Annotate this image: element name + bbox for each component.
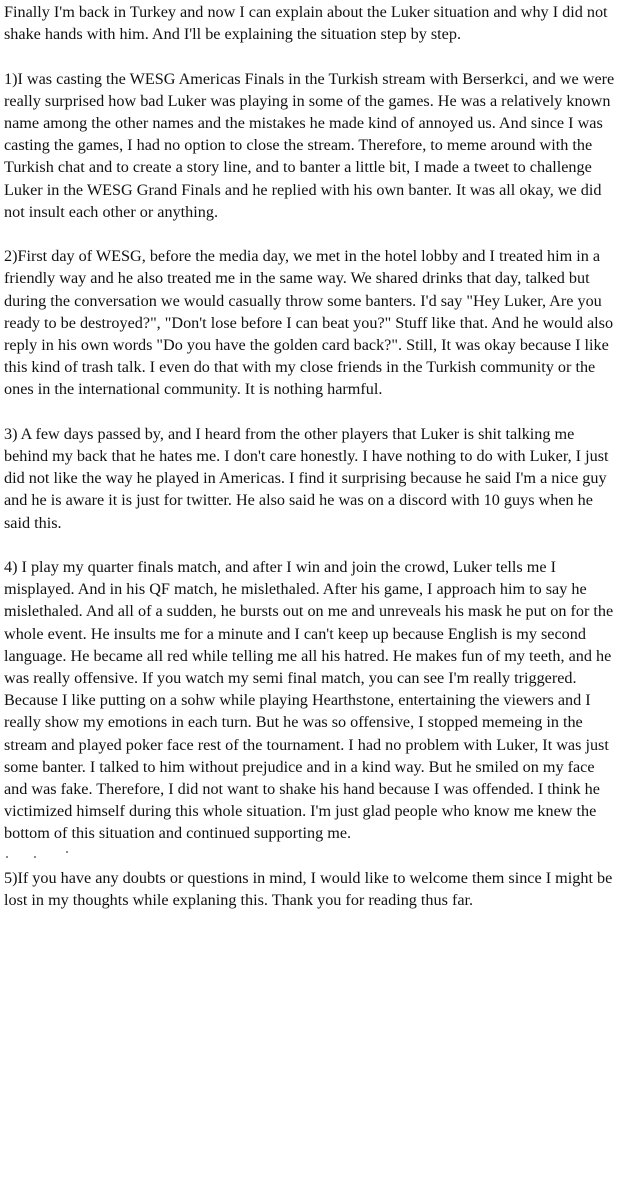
point-2-paragraph: 2)First day of WESG, before the media day, we met in the hotel lobby and I treated him in a friendly way and he also treated me in the same way. We shared drinks that day, talked but during the conversation we would casually throw some banters. I'd say "Hey Luker, Are you ready to be destroyed?", "Don't lose before I can beat you?" Stuff like that. And he would also reply in his own words "Do you have the golden card back?". Still, It was okay because I like this kind of trash talk. I even do that with my close friends in the Turkish community or the ones in the international community. It is nothing harmful.: [4, 247, 614, 399]
intro-paragraph: Finally I'm back in Turkey and now I can explain about the Luker situation and why I did not shake hands with him. And I'll be explaining the situation step by step.: [4, 3, 608, 44]
stray-dot: [34, 856, 36, 858]
point-3-paragraph: 3) A few days passed by, and I heard from the other players that Luker is shit talking me behind my back that he hates me. I don't care honestly. I have nothing to do with Luker, I just did not like the way he played in Americas. I find it surprising because he said I'm a nice guy and he is aware it is just for twitter. He also said he was on a discord with 10 guys when he said this.: [4, 424, 609, 532]
point-1-paragraph: 1)I was casting the WESG Americas Finals in the Turkish stream with Berserkci, and we were really surprised how bad Luker was playing in some of the games. He was a relatively known name among the other names and the mistakes he made kind of annoyed us. And since I was casting the games, I had no option to close the stream. Therefore, to meme around with the Turkish chat and to create a story line, and to banter a little bit, I made a tweet to challenge Luker in the WESG Grand Finals and he replied with his own banter. It was all okay, we did not insult each other or anything.: [4, 69, 615, 221]
stray-dot: [6, 856, 8, 858]
stray-dot: [66, 851, 68, 853]
stray-marks: [6, 848, 76, 862]
point-5-paragraph: 5)If you have any doubts or questions in mind, I would like to welcome them since I might be lost in my thoughts while explaning this. Thank you for reading thus far.: [4, 868, 613, 910]
document-body: [4, 1, 616, 933]
point-4-paragraph: 4) I play my quarter finals match, and after I win and join the crowd, Luker tells me I misplayed. And in his QF match, he mislethaled. After his game, I approach him to say he mislethaled. And all of a sudden, he bursts out on me and unreveals his mask he put on for the whole event. He insults me for a minute and I can't keep up because English is my second language. He became all red while telling me all his hatred. He makes fun of my teeth, and he was really offensive. If you watch my semi final match, you can see I'm really triggered. Because I like putting on a sohw while playing Hearthstone, entertaining the viewers and I really show my emotions in each turn. But he was so offensive, I stopped memeing in the stream and played poker face rest of the tournament. I had no problem with Luker, It was just some banter. I talked to him without prejudice and in a kind way. But he smiled on my face and was fake. Therefore, I did not want to shake his hand because I was offended. I think he victimized himself during this whole situation. I'm just glad people who know me knew the bottom of this situation and continued supporting me.: [4, 558, 614, 843]
